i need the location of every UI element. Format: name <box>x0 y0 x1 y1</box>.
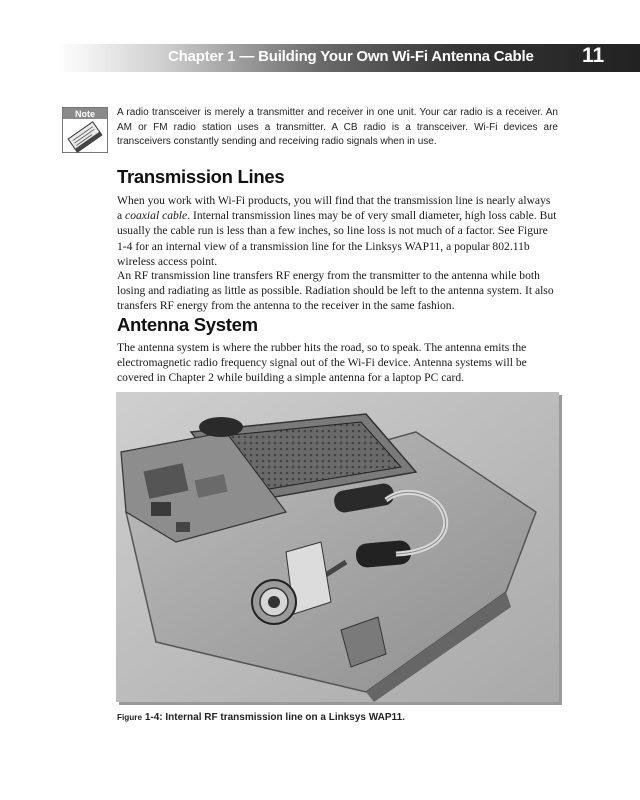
page-number: 11 <box>582 44 605 67</box>
note-icon-label: Note <box>75 109 95 119</box>
section-heading-antenna-system: Antenna System <box>117 314 258 335</box>
figure-label-number: 1-4: <box>144 712 163 723</box>
figure-caption <box>117 712 405 723</box>
figure-caption-text: Internal RF transmission line on a Linksys WAP11. <box>165 712 405 723</box>
note-text: A radio transceiver is merely a transmitter and receiver in one unit. Your car radio is a receiver. An AM or FM radio station uses a transmitter. A CB radio is a transceiver. Wi-Fi devices are transceivers constantly sending and receiving radio signals when in use. <box>117 107 558 148</box>
figure-label-prefix: Figure <box>117 713 143 722</box>
coaxial-cable-term: coaxial cable <box>125 209 188 223</box>
paragraph-transmission-lines-2: An RF transmission line transfers RF energy from the transmitter to the antenna while both losing and radiating as little as possible. Radiation should be left to the antenna system. It also transfers RF energy from the antenna to the receiver in the same fashion. <box>117 269 554 313</box>
paragraph-transmission-lines-1: When you work with Wi-Fi products, you will find that the transmission line is nearly always a coaxial cable. Internal transmission lines may be of very small diameter, high loss cable. But usually the cable run is less than a few inches, so line loss is not much of a factor. See Figure 1-4 for an internal view of a transmission line for the Linksys WAP11, a popular 802.11b wireless access point. <box>117 194 557 268</box>
section-heading-transmission-lines: Transmission Lines <box>117 166 285 187</box>
note-icon <box>62 107 108 153</box>
paragraph-antenna-system: The antenna system is where the rubber hits the road, so to speak. The antenna emits the electromagnetic radio frequency signal out of the Wi-Fi device. Antenna systems will be covered in Chapter 2 while building a simple antenna for a laptop PC card. <box>117 341 527 385</box>
figure-1-4-photo <box>116 392 559 702</box>
linksys-wap11-internal-photo <box>116 392 559 702</box>
chapter-title: Chapter 1 — Building Your Own Wi-Fi Antenna Cable <box>168 48 534 65</box>
